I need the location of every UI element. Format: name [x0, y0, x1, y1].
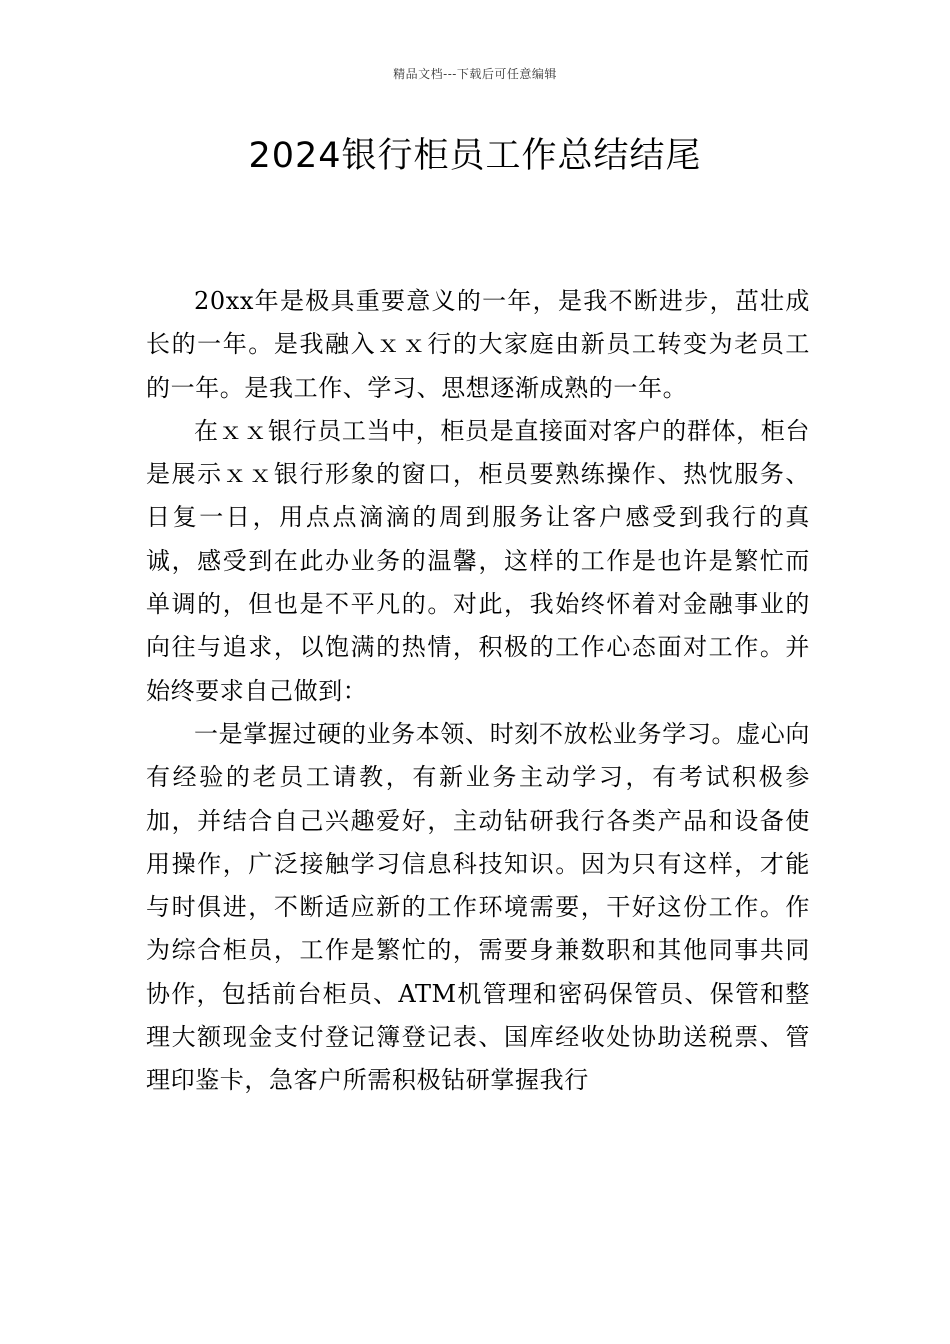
paragraph-3: 一是掌握过硬的业务本领、时刻不放松业务学习。虚心向有经验的老员工请教，有新业务主动学习，有考试积极参加，并结合自己兴趣爱好，主动钻研我行各类产品和设备使用操作，广泛接触学习信息科技知识。因为只有这样，才能与时俱进，不断适应新的工作环境需要，干好这份工作。作为综合柜员，工作是繁忙的，需要身兼数职和其他同事共同协作，包括前台柜员、ATM机管理和密码保管员、保管和整理大额现金支付登记簿登记表、国库经收处协助送税票、管理印鉴卡，急客户所需积极钻研掌握我行	[146, 719, 810, 1095]
document-title: 2024银行柜员工作总结结尾	[248, 136, 702, 176]
document-body	[146, 280, 810, 1103]
paragraph-1: 20xx年是极具重要意义的一年，是我不断进步，茁壮成长的一年。是我融入ｘｘ行的大家庭由新员工转变为老员工的一年。是我工作、学习、思想逐渐成熟的一年。	[146, 287, 810, 402]
paragraph-2: 在ｘｘ银行员工当中，柜员是直接面对客户的群体，柜台是展示ｘｘ银行形象的窗口，柜员要熟练操作、热忱服务、日复一日，用点点滴滴的周到服务让客户感受到我行的真诚，感受到在此办业务的温馨，这样的工作是也许是繁忙而单调的，但也是不平凡的。对此，我始终怀着对金融事业的向往与追求，以饱满的热情，积极的工作心态面对工作。并始终要求自己做到：	[146, 416, 810, 705]
header-note: 精品文档---下载后可任意编辑	[393, 67, 557, 81]
